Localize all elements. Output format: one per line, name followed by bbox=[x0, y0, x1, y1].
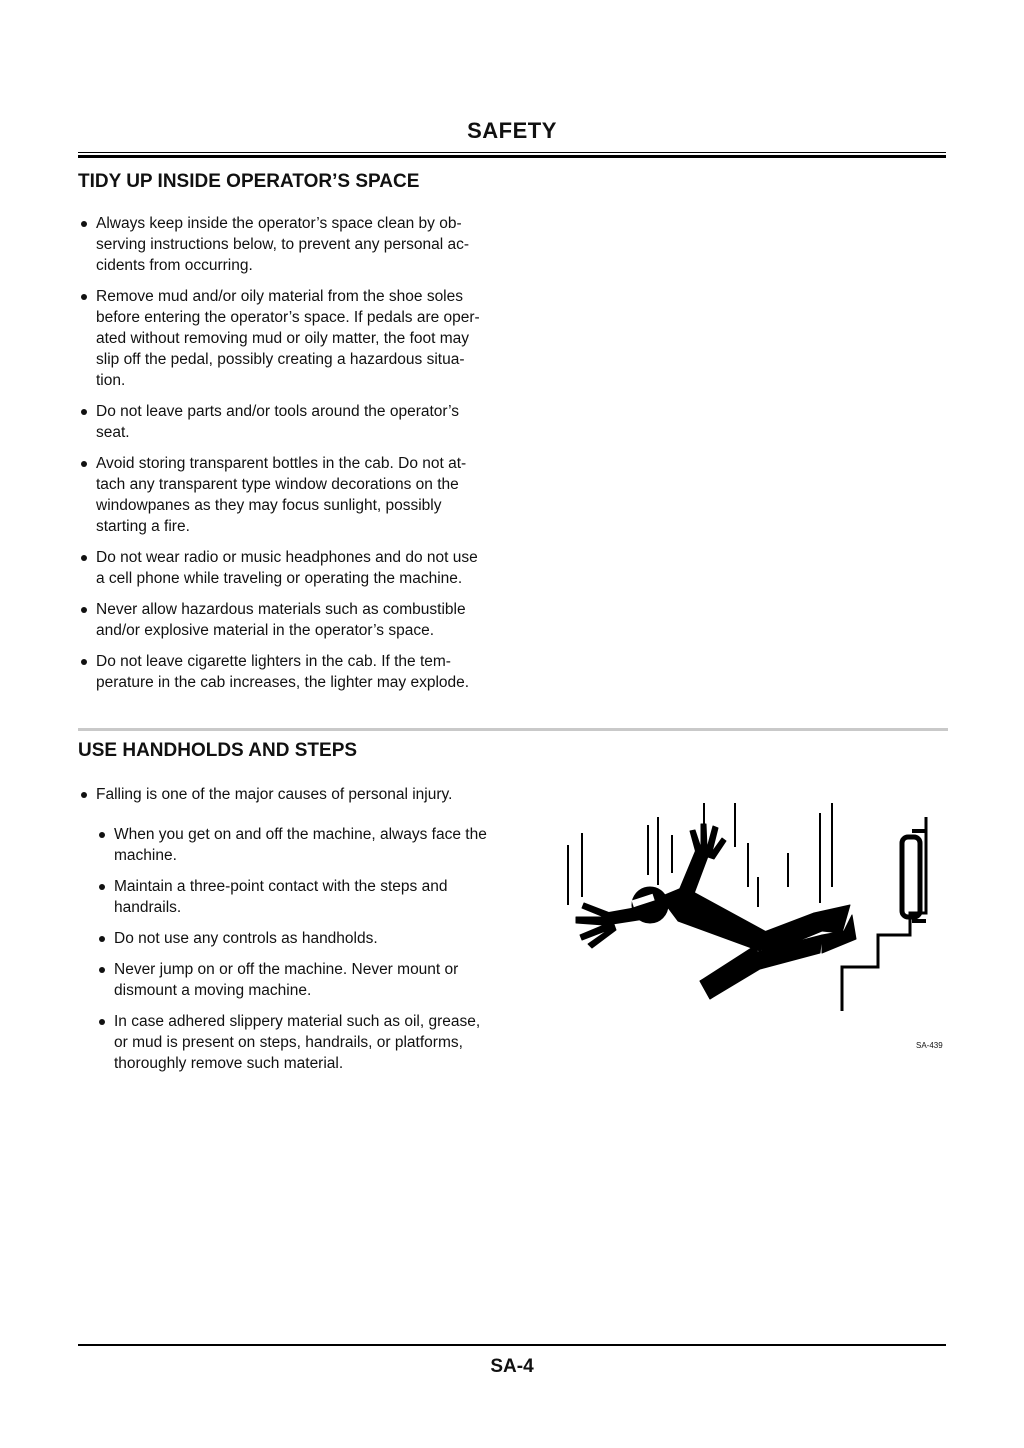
figure-code: SA-439 bbox=[916, 1041, 943, 1050]
header-rule-thin bbox=[78, 152, 946, 153]
falling-person-icon bbox=[576, 824, 856, 999]
bullet-item: Avoid storing transparent bottles in the cab. Do not at- tach any transparent type window decorations on the windowpanes as they may focus sunlight, possibly starting a fire. bbox=[78, 453, 548, 537]
sub-bullet-item: Do not use any controls as handholds. bbox=[96, 928, 546, 949]
header-rule-thick bbox=[78, 155, 946, 158]
bullet-item: Do not leave cigarette lighters in the cab. If the tem- perature in the cab increases, the lighter may explode. bbox=[78, 651, 548, 693]
page-number: SA-4 bbox=[490, 1356, 534, 1377]
bullet-item: Do not wear radio or music headphones and do not use a cell phone while traveling or operating the machine. bbox=[78, 547, 548, 589]
handrail-icon bbox=[902, 831, 926, 921]
handholds-sub-bullet-list bbox=[96, 824, 546, 1084]
bullet-item: Do not leave parts and/or tools around the operator’s seat. bbox=[78, 401, 548, 443]
handholds-bullet-list bbox=[78, 784, 548, 824]
steps-icon bbox=[842, 817, 926, 1011]
footer-rule bbox=[78, 1344, 946, 1346]
sub-bullet-item: In case adhered slippery material such as oil, grease, or mud is present on steps, handrails, or platforms, thoroughly remove such material. bbox=[96, 1011, 546, 1074]
sub-bullet-item: When you get on and off the machine, always face the machine. bbox=[96, 824, 546, 866]
section-heading-handholds: USE HANDHOLDS AND STEPS bbox=[78, 740, 358, 761]
section-heading-tidy-up: TIDY UP INSIDE OPERATOR’S SPACE bbox=[78, 171, 420, 192]
bullet-item: Always keep inside the operator’s space clean by ob- serving instructions below, to prevent any personal ac- cidents from occurring. bbox=[78, 213, 548, 276]
sub-bullet-item: Never jump on or off the machine. Never mount or dismount a moving machine. bbox=[96, 959, 546, 1001]
page-title: SAFETY bbox=[467, 118, 557, 143]
bullet-item: Remove mud and/or oily material from the shoe soles before entering the operator’s space. If pedals are oper- ated without removing mud or oily matter, the foot may slip off the pedal, possibly creating a hazardous situa- tion. bbox=[78, 286, 548, 391]
section-divider bbox=[78, 728, 948, 731]
bullet-item: Falling is one of the major causes of personal injury. bbox=[78, 784, 548, 805]
bullet-item: Never allow hazardous materials such as combustible and/or explosive material in the operator’s space. bbox=[78, 599, 548, 641]
tidy-up-bullet-list bbox=[78, 213, 548, 703]
sub-bullet-item: Maintain a three-point contact with the steps and handrails. bbox=[96, 876, 546, 918]
falling-person-illustration bbox=[560, 795, 940, 1020]
